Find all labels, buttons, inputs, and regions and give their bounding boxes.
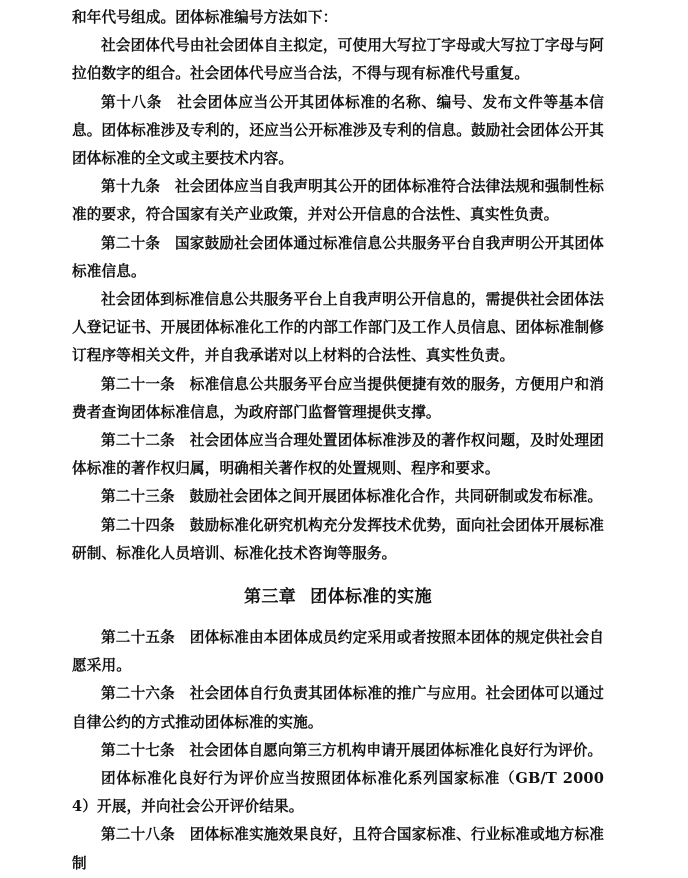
article-26: 第二十六条 社会团体自行负责其团体标准的推广与应用。社会团体可以通过自律公约的方式推动团体标准的实施。 (72, 685, 604, 731)
paragraph-1: 社会团体代号由社会团体自主拟定，可使用大写拉丁字母或大写拉丁字母与阿拉伯数字的组合。社会团体代号应当合法，不得与现有标准代号重复。 (72, 37, 604, 83)
article-18: 第十八条 社会团体应当公开其团体标准的名称、编号、发布文件等基本信息。团体标准涉及专利的，还应当公开标准涉及专利的信息。鼓励社会团体公开其团体标准的全文或主要技术内容。 (72, 93, 604, 168)
article-20: 第二十条 国家鼓励社会团体通过标准信息公共服务平台自我声明公开其团体标准信息。 (72, 234, 604, 280)
article-19: 第十九条 社会团体应当自我声明其公开的团体标准符合法律法规和强制性标准的要求，符合国家有关产业政策，并对公开信息的合法性、真实性负责。 (72, 178, 604, 224)
paragraph-0: 和年代号组成。团体标准编号方法如下： (72, 9, 338, 26)
paragraph-evaluation: 团体标准化良好行为评价应当按照团体标准化系列国家标准（GB/T 20004）开展，并向社会公开评价结果。 (72, 770, 604, 816)
article-22: 第二十二条 社会团体应当合理处置团体标准涉及的著作权问题，及时处理团体标准的著作权归属，明确相关著作权的处置规则、程序和要求。 (72, 432, 604, 478)
article-21: 第二十一条 标准信息公共服务平台应当提供便捷有效的服务，方便用户和消费者查询团体标准信息，为政府部门监督管理提供支撑。 (72, 375, 604, 421)
chapter-heading (72, 582, 604, 612)
section-paragraphs-after (72, 624, 604, 878)
article-23: 第二十三条 鼓励社会团体之间开展团体标准化合作，共同研制或发布标准。 (101, 488, 603, 506)
article-28: 第二十八条 团体标准实施效果良好，且符合国家标准、行业标准或地方标准制 (72, 826, 604, 872)
paragraph-5: 社会团体到标准信息公共服务平台上自我声明公开信息的，需提供社会团体法人登记证书、开展团体标准化工作的内部工作部门及工作人员信息、团体标准制修订程序等相关文件，并自我承诺对以上材料的合法性、真实性负责。 (72, 291, 604, 365)
article-27: 第二十七条 社会团体自愿向第三方机构申请开展团体标准化良好行为评价。 (101, 741, 603, 759)
chapter-title: 团体标准的实施 (310, 587, 432, 608)
section-paragraphs-before (72, 4, 604, 568)
chapter-number: 第三章 (243, 587, 297, 608)
document-page (72, 4, 604, 878)
article-24: 第二十四条 鼓励标准化研究机构充分发挥技术优势，面向社会团体开展标准研制、标准化人员培训、标准化技术咨询等服务。 (72, 516, 604, 562)
article-25: 第二十五条 团体标准由本团体成员约定采用或者按照本团体的规定供社会自愿采用。 (72, 629, 604, 675)
